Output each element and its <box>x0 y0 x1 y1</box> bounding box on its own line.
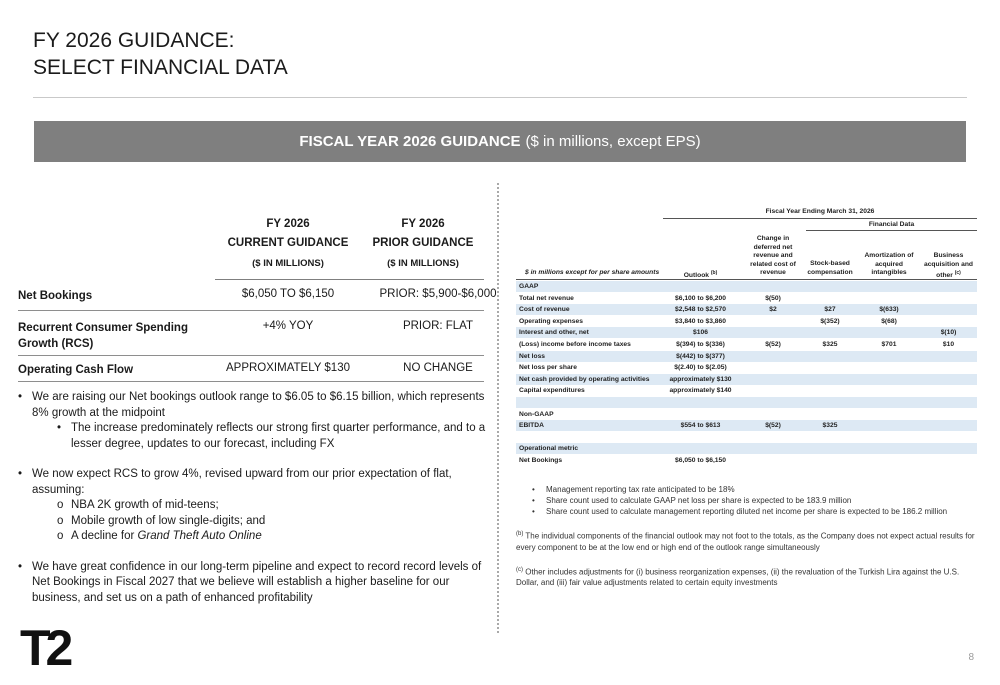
financial-row <box>516 351 977 362</box>
col-business-acq <box>920 252 977 281</box>
col-outlook-label: Outlook <box>683 272 709 280</box>
financial-row-label: (Loss) income before income taxes <box>519 341 631 348</box>
gta-prefix: A decline for <box>71 530 138 542</box>
title-line-1: FY 2026 GUIDANCE: <box>33 29 235 52</box>
financial-row-label: Operational metric <box>519 445 579 453</box>
row-header-label: $ in millions except for per share amounts <box>525 269 660 276</box>
financial-row <box>516 432 977 443</box>
financial-cell: $(50) <box>765 294 781 302</box>
header-rule <box>215 279 484 280</box>
row-prior: PRIOR: FLAT <box>402 320 474 332</box>
financial-cell: $6,100 to $6,200 <box>675 294 726 302</box>
financial-cell: $(10) <box>940 329 957 337</box>
financial-cell: $106 <box>693 329 708 337</box>
col-amortization: Amortization of acquired intangibles <box>864 252 914 276</box>
financial-data-header: Financial Data <box>868 221 915 228</box>
financial-cell: $(633) <box>879 306 899 314</box>
note-gaap-share-count: • Share count used to calculate GAAP net loss per share is expected to be 183.9 million <box>516 495 981 506</box>
financial-cell: $(52) <box>765 341 781 348</box>
footnote-b <box>516 529 981 553</box>
row-label: Recurrent Consumer Spending Growth (RCS) <box>18 322 188 350</box>
financial-cell: $2 <box>769 306 777 314</box>
financial-cell: approximately $130 <box>669 375 732 383</box>
financial-row <box>516 316 977 327</box>
col-deferred: Change in deferred net revenue and related cost of revenue <box>750 235 796 276</box>
fiscal-year-header: Fiscal Year Ending March 31, 2026 <box>765 208 875 215</box>
row-rule <box>18 355 484 356</box>
guidance-banner <box>34 121 966 162</box>
financial-row-label: Net Bookings <box>519 457 563 464</box>
footnote-c <box>516 565 981 589</box>
guidance-commentary <box>18 390 488 606</box>
col-business-acq-label: Business acquisition and other <box>923 252 974 280</box>
bullet-pipeline: • We have great confidence in our long-term pipeline and expect to record record levels of Net Bookings in Fiscal 2027 that we believe will establish a higher baseline for our business, and set us on a path of enhanced profitability <box>18 560 488 607</box>
header-year: FY 2026 <box>401 218 445 230</box>
col-outlook-sup: (b) <box>710 270 718 276</box>
header-year: FY 2026 <box>266 218 310 230</box>
financial-row <box>516 409 977 420</box>
financial-row <box>516 443 977 454</box>
financial-row <box>516 374 977 385</box>
banner-bold: FISCAL YEAR 2026 GUIDANCE <box>299 133 521 150</box>
row-current: $6,050 TO $6,150 <box>241 288 335 300</box>
financial-cell: $27 <box>824 306 836 314</box>
header-unit: ($ IN MILLIONS) <box>252 258 324 269</box>
financial-row-label: GAAP <box>519 283 539 290</box>
prior-guidance-header <box>343 218 503 269</box>
financial-cell: $10 <box>942 341 955 348</box>
t2-logo <box>20 620 72 670</box>
financial-row-label: Interest and other, net <box>519 329 589 337</box>
financial-cell: $6,050 to $6,150 <box>675 457 726 464</box>
col-stock-comp: Stock-based compensation <box>807 260 853 276</box>
footnote-b-text: The individual components of the financial outlook may not foot to the totals, as the Company does not expect actual results for every component to be at the low end or high end of the outlook range simultaneously <box>516 531 975 552</box>
financial-cell: $(2.40) to $(2.05) <box>674 364 727 372</box>
financial-row <box>516 293 977 304</box>
title-line-2: SELECT FINANCIAL DATA <box>33 56 288 79</box>
header-label: PRIOR GUIDANCE <box>372 237 474 249</box>
financial-cell: $(394) to $(336) <box>676 341 725 348</box>
row-prior: NO CHANGE <box>403 362 473 374</box>
financial-row-label: Non-GAAP <box>519 410 554 418</box>
logo-text: T2 <box>20 620 69 670</box>
financial-row <box>516 339 977 350</box>
financial-row-label: EBITDA <box>519 422 544 430</box>
row-label: Net Bookings <box>18 290 93 302</box>
financial-cell: $325 <box>822 341 838 348</box>
financial-cell: $325 <box>822 422 838 430</box>
financial-cell: $(68) <box>881 317 897 325</box>
financial-row <box>516 455 977 466</box>
financial-row-label: Capital expenditures <box>519 387 585 395</box>
financial-row-label: Cost of revenue <box>519 306 570 314</box>
footnote-b-marker: (b) <box>516 531 524 537</box>
row-label: Operating Cash Flow <box>18 364 134 376</box>
row-current: APPROXIMATELY $130 <box>225 362 350 374</box>
row-rule <box>18 310 484 311</box>
title-divider <box>33 97 967 98</box>
financial-cell: $701 <box>881 341 897 348</box>
sub-bullet-mobile: o Mobile growth of low single-digits; and <box>18 514 488 530</box>
header-unit: ($ IN MILLIONS) <box>387 258 459 269</box>
header-rule <box>806 230 977 231</box>
financial-cell: approximately $140 <box>669 387 732 395</box>
sub-bullet-nba: o NBA 2K growth of mid-teens; <box>18 498 488 514</box>
financial-cell: $3,840 to $3,860 <box>675 317 726 325</box>
financial-row <box>516 281 977 292</box>
row-current: +4% YOY <box>262 320 314 332</box>
financial-cell: $554 to $613 <box>680 422 721 430</box>
financial-row-label: Net loss per share <box>519 364 577 372</box>
sub-bullet-q1: • The increase predominately reflects our strong first quarter performance, and to a lesser degree, updates to our forecast, including FX <box>18 421 488 452</box>
header-label: CURRENT GUIDANCE <box>227 237 349 249</box>
financial-row-label: Operating expenses <box>519 317 583 325</box>
financial-row-label: Net cash provided by operating activities <box>519 375 650 383</box>
banner-rest: ($ in millions, except EPS) <box>525 133 701 150</box>
page-number: 8 <box>968 652 974 663</box>
note-mgmt-share-count: • Share count used to calculate management reporting diluted net income per share is expected to be 186.2 million <box>516 506 981 517</box>
financial-row <box>516 420 977 431</box>
financial-cell: $(442) to $(377) <box>676 352 725 360</box>
header-rule <box>663 218 977 219</box>
gta-title: Grand Theft Auto Online <box>137 530 262 542</box>
footnote-c-text: Other includes adjustments for (i) business reorganization expenses, (ii) the revaluation of the Turkish Lira against the U.S. Dollar, and (iii) fair value adjustments related to certain equity investments <box>516 567 960 588</box>
note-tax-rate: • Management reporting tax rate anticipated to be 18% <box>516 484 981 495</box>
col-other-sup: (c) <box>954 270 961 276</box>
column-rule <box>516 279 977 280</box>
footnote-c-marker: (c) <box>516 566 523 573</box>
financial-row <box>516 304 977 315</box>
page-title <box>33 27 288 81</box>
sub-bullet-gta <box>18 529 488 545</box>
financial-row-label: Total net revenue <box>519 294 574 302</box>
table-notes <box>516 484 981 588</box>
financial-cell: $(352) <box>820 317 840 325</box>
bullet-rcs: • We now expect RCS to grow 4%, revised upward from our prior expectation of flat, assuming: <box>18 467 488 498</box>
financial-row <box>516 362 977 373</box>
financial-cell: $2,548 to $2,570 <box>675 306 726 314</box>
financial-cell: $(52) <box>765 422 781 430</box>
row-rule <box>18 381 484 382</box>
financial-row <box>516 397 977 408</box>
financial-row <box>516 327 977 338</box>
row-prior: PRIOR: $5,900-$6,000 <box>379 288 497 300</box>
financial-row-label: Net loss <box>519 352 546 360</box>
financial-row <box>516 385 977 396</box>
bullet-net-bookings: • We are raising our Net bookings outlook range to $6.05 to $6.15 billion, which represents 8% growth at the midpoint <box>18 390 488 421</box>
